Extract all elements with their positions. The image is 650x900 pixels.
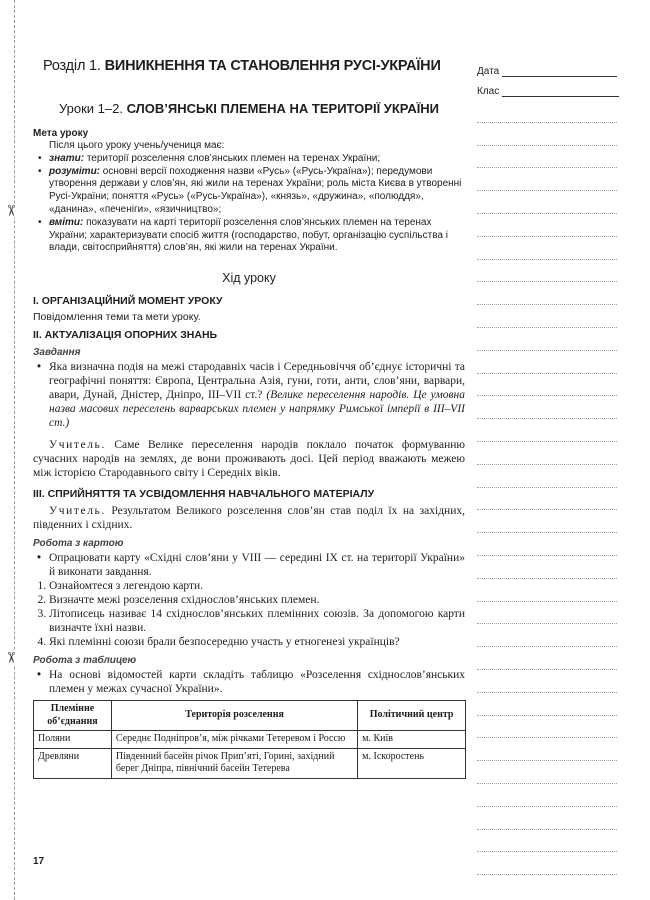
goal-block	[33, 140, 465, 255]
class-field	[477, 86, 619, 97]
table-body	[33, 668, 465, 696]
task-label: Завдання	[33, 347, 81, 359]
course-title: Хід уроку	[222, 271, 276, 286]
note-line	[477, 716, 617, 739]
part2-heading: ІІ. АКТУАЛІЗАЦІЯ ОПОРНИХ ЗНАНЬ	[33, 329, 218, 342]
note-line	[477, 647, 617, 670]
note-line	[477, 328, 617, 351]
part2-body	[33, 360, 465, 480]
date-field	[477, 66, 617, 77]
note-line	[477, 351, 617, 374]
page-number: 17	[33, 856, 45, 867]
goal-item-text: території розселення слов’янських племен на теренах України;	[84, 152, 381, 164]
teacher-note	[33, 438, 465, 480]
note-line	[477, 214, 617, 237]
note-line	[477, 168, 617, 191]
table-header: Племінне об’єднання	[34, 701, 112, 731]
note-line	[477, 442, 617, 465]
table-task: • На основі відомостей карти складіть таблицю «Розселення східнослов’янських племен у межах сучасної України».	[49, 668, 465, 696]
table-header: Політичний центр	[358, 701, 466, 731]
section-prefix: Розділ 1.	[43, 58, 101, 74]
settlement-table	[33, 700, 466, 779]
note-line	[477, 465, 617, 488]
task-text: Яка визначна подія на межі стародавніх часів і Середньовіччя об’єднує історичні та географічні поняття: Європа, Центральна Азія, гуни, готи, анти, слов’яни, варвари, авари, Дунай, Дністер, Дніпро, III–VII ст.?	[49, 361, 465, 402]
table-cell: м. Іскоростень	[358, 748, 466, 778]
map-task: • Опрацювати карту «Східні слов’яни у VIII — середині IX ст. на території України» й виконати завдання.	[49, 551, 465, 579]
teacher-note	[33, 504, 465, 532]
goal-item-key: знати:	[49, 152, 85, 164]
teacher-label: Учитель.	[49, 439, 106, 452]
class-line	[502, 96, 619, 97]
table-header-row	[34, 701, 466, 731]
class-label: Клас	[477, 86, 500, 97]
note-line	[477, 374, 617, 397]
note-line	[477, 282, 617, 305]
note-line	[477, 670, 617, 693]
note-line	[477, 738, 617, 761]
date-line	[502, 76, 617, 77]
note-line	[477, 510, 617, 533]
map-step: 2. Визначте межі розселення східнослов’янських племен.	[49, 593, 465, 607]
goal-item	[49, 166, 465, 217]
note-line	[477, 191, 617, 214]
teacher-text: Саме Велике переселення народів поклало початок формуванню сучасних народів на землях, де вони проживають досі. Цей період вважають межею між історією Стародавнього світу і Середніх віків.	[33, 439, 465, 480]
note-line	[477, 100, 617, 123]
note-line	[477, 807, 617, 830]
map-step: 4. Які племінні союзи брали безпосередню участь у етногенезі українців?	[49, 635, 465, 649]
goal-item-text: показувати на карті території розселення слов’янських племен на теренах України; характеризувати спосіб життя (господарство, побут, організацію суспільства і влади, світосприйняття) слов’ян, які жили на теренах України.	[49, 216, 448, 254]
goal-item	[49, 217, 465, 255]
table-cell: м. Київ	[358, 731, 466, 749]
goal-item-key: вміти:	[49, 216, 84, 228]
note-line	[477, 305, 617, 328]
goal-item	[49, 153, 465, 166]
table-cell: Древляни	[34, 748, 112, 778]
task-answer: (Велике переселення народів. Це умовна назва масових переселень варварських племен у напрямку Римської імперії в III–VII ст.)	[49, 389, 465, 430]
part3-heading: ІІІ. СПРИЙНЯТТЯ ТА УСВІДОМЛЕННЯ НАВЧАЛЬНОГО МАТЕРІАЛУ	[33, 488, 375, 501]
note-line	[477, 624, 617, 647]
note-line	[477, 761, 617, 784]
map-label: Робота з картою	[33, 538, 124, 550]
teacher-text: Результатом Великого розселення слов’ян став поділ їх на західних, південних і східних.	[33, 505, 465, 532]
note-line	[477, 419, 617, 442]
teacher-label: Учитель.	[49, 505, 106, 518]
map-step: 3. Літописець називає 14 східнослов’янських племінних союзів. За допомогою карти визначте їхні назви.	[49, 607, 465, 635]
note-line	[477, 396, 617, 419]
lesson-title	[33, 101, 465, 116]
table-cell: Середнє Подніпров’я, між річками Тетеревом і Россю	[111, 731, 357, 749]
table-row	[34, 731, 466, 749]
note-line	[477, 602, 617, 625]
cut-line	[14, 0, 15, 900]
lesson-prefix: Уроки 1–2.	[58, 101, 123, 116]
table-cell: Південний басейн річок Прип’яті, Горині, західний берег Дніпра, північний басейн Тетерева	[111, 748, 357, 778]
note-line	[477, 784, 617, 807]
part1-text: Повідомлення теми та мети уроку.	[33, 311, 201, 324]
note-line	[477, 123, 617, 146]
part1-heading: І. ОРГАНІЗАЦІЙНИЙ МОМЕНТ УРОКУ	[33, 295, 223, 308]
goal-heading: Мета уроку	[33, 128, 89, 139]
map-body	[33, 551, 465, 649]
date-label: Дата	[477, 66, 500, 77]
note-line	[477, 237, 617, 260]
lesson-name: СЛОВ’ЯНСЬКІ ПЛЕМЕНА НА ТЕРИТОРІЇ УКРАЇНИ	[126, 101, 440, 116]
goal-item-text: основні версії походження назви «Русь» («Русь-Україна»); передумови утворення держави у слов’ян, які жили на теренах України; роль міста Києва в утворенні Русі-України; поняття «Русь» («Русь-Україна»), «князь», «дружина», «полюддя», «данина», «печеніги», «язичництво»;	[49, 165, 462, 215]
task-item	[49, 360, 465, 430]
section-name: ВИНИКНЕННЯ ТА СТАНОВЛЕННЯ РУСІ-УКРАЇНИ	[104, 58, 441, 74]
note-line	[477, 693, 617, 716]
note-line	[477, 533, 617, 556]
note-line	[477, 146, 617, 169]
note-line	[477, 852, 617, 875]
scissors-icon: ✂	[1, 204, 18, 217]
goal-item-key: розуміти:	[49, 165, 101, 177]
part3-body	[33, 504, 465, 532]
scissors-icon: ✂	[1, 651, 18, 664]
note-line	[477, 556, 617, 579]
table-label: Робота з таблицею	[33, 655, 137, 667]
main-column	[33, 58, 465, 779]
note-line	[477, 579, 617, 602]
table-header: Територія розселення	[111, 701, 357, 731]
section-title	[43, 58, 465, 74]
table-cell: Поляни	[34, 731, 112, 749]
note-lines	[477, 100, 617, 875]
table-row	[34, 748, 466, 778]
note-line	[477, 830, 617, 853]
note-line	[477, 488, 617, 511]
note-line	[477, 260, 617, 283]
goal-intro: Після цього уроку учень/учениця має:	[49, 140, 225, 151]
map-step: 1. Ознайомтеся з легендою карти.	[49, 579, 465, 593]
